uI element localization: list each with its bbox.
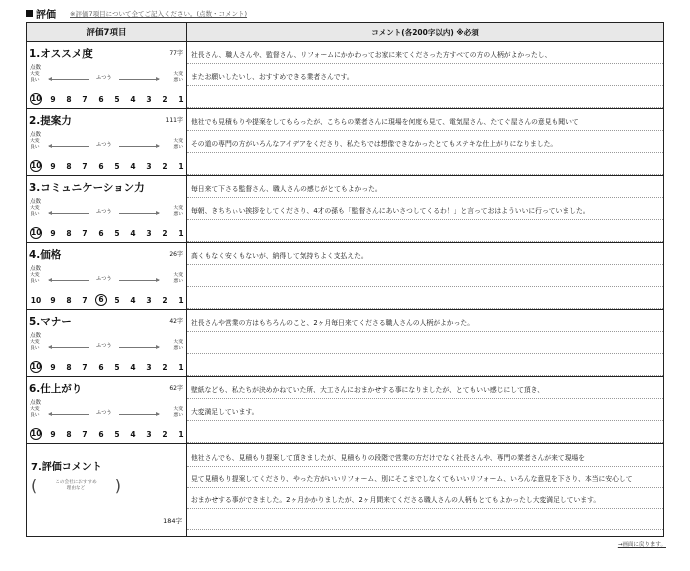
- comment-line: [187, 153, 663, 175]
- score-option[interactable]: 8: [66, 430, 72, 439]
- comment-line: [187, 488, 663, 509]
- open-paren-icon: (: [31, 476, 38, 495]
- scale-bad-label: 大変 悪い: [173, 72, 183, 83]
- arrow-left-icon: [49, 146, 89, 147]
- comment-text: その道の専門の方がいろんなアイデアをくださり、私たちでは想像できなかったとてもステキな仕上がりになりました。: [191, 140, 558, 148]
- scale-good-label: 大変 良い: [30, 206, 40, 217]
- score-option[interactable]: 2: [162, 229, 168, 238]
- comment-line: [187, 109, 663, 131]
- scale-legend: [27, 139, 186, 155]
- score-option[interactable]: 3: [146, 363, 152, 372]
- comment-line: [187, 287, 663, 309]
- section-note: ※評価7項目について全てご記入ください。(点数・コメント): [70, 9, 248, 18]
- criteria-name: 4.価格: [29, 249, 62, 261]
- score-option[interactable]: 7: [82, 229, 88, 238]
- evaluation-table: [26, 22, 664, 537]
- score-selected[interactable]: 10: [31, 94, 42, 103]
- criteria-row: [27, 310, 663, 377]
- arrow-left-icon: [49, 347, 89, 348]
- score-option[interactable]: 6: [98, 229, 104, 238]
- score-option[interactable]: 7: [82, 95, 88, 104]
- criteria-left-cell: [27, 377, 187, 443]
- comment-text: 社長さん、職人さんや、監督さん、リフォームにかかわってお家に来てくださった方すべての方の人柄がよかったし、: [191, 51, 552, 59]
- score-option[interactable]: 7: [82, 363, 88, 372]
- comment-text: 社長さんや営業の方はもちろんのこと、2ヶ月毎日来てくださる職人さんの人柄がよかった。: [191, 319, 474, 327]
- scale-middle-label: ふつう: [96, 209, 112, 215]
- arrow-right-icon: [119, 347, 159, 348]
- arrow-left-icon: [49, 414, 89, 415]
- overall-hint-text: この会社におすすめ 理由など: [55, 480, 97, 491]
- scale-bad-label: 大変 悪い: [173, 139, 183, 150]
- score-option[interactable]: 8: [66, 162, 72, 171]
- score-option[interactable]: 6: [98, 363, 104, 372]
- comment-line: [187, 354, 663, 376]
- comment-line: [187, 220, 663, 242]
- comment-line: [187, 176, 663, 198]
- score-option[interactable]: 1: [178, 430, 184, 439]
- scale-bad-label: 大変 悪い: [173, 273, 183, 284]
- score-option[interactable]: 8: [66, 363, 72, 372]
- comment-text: 大変満足しています。: [191, 408, 259, 416]
- comment-text: 他社さんでも、見積もり提案して頂きましたが、見積もりの段階で営業の方だけでなく社長さんや、専門の業者さんが来て現場を: [191, 454, 586, 462]
- comment-line: [187, 243, 663, 265]
- score-option[interactable]: 9: [50, 229, 56, 238]
- section-header: [26, 6, 247, 20]
- close-paren-icon: ): [114, 476, 121, 495]
- score-option[interactable]: 8: [66, 229, 72, 238]
- scale-middle-label: ふつう: [96, 75, 112, 81]
- score-option[interactable]: 4: [130, 162, 136, 171]
- scale-legend: [27, 273, 186, 289]
- score-label: 点数: [30, 132, 42, 138]
- score-scale: [28, 362, 185, 373]
- score-label: 点数: [30, 266, 42, 272]
- header-criteria: 評価7項目: [27, 23, 187, 41]
- score-option[interactable]: 4: [130, 229, 136, 238]
- criteria-row: [27, 243, 663, 310]
- overall-comment-cell: [187, 444, 663, 537]
- score-option[interactable]: 2: [162, 363, 168, 372]
- char-count: 42字: [169, 318, 183, 325]
- comment-cell: [187, 377, 663, 443]
- scale-good-label: 大変 良い: [30, 139, 40, 150]
- comment-line: [187, 377, 663, 399]
- criteria-name: 3.コミュニケーション力: [29, 182, 145, 194]
- score-option[interactable]: 3: [146, 162, 152, 171]
- score-option[interactable]: 9: [50, 95, 56, 104]
- criteria-left-cell: [27, 109, 187, 175]
- comment-line: [187, 399, 663, 421]
- header-comment: コメント(各200字以内) ※必須: [371, 27, 479, 37]
- scale-good-label: 大変 良い: [30, 72, 40, 83]
- scale-good-label: 大変 良い: [30, 340, 40, 351]
- overall-hint: [31, 476, 121, 496]
- comment-cell: [187, 243, 663, 309]
- score-option[interactable]: 2: [162, 95, 168, 104]
- comment-text: 壁紙なども、私たちが決めかねていた所、大工さんにおまかせする事になりましたが、とてもいい感じにして頂き、: [191, 386, 544, 394]
- score-option[interactable]: 2: [162, 430, 168, 439]
- score-label: 点数: [30, 199, 42, 205]
- score-option[interactable]: 4: [130, 363, 136, 372]
- arrow-left-icon: [49, 213, 89, 214]
- score-option[interactable]: 4: [130, 296, 136, 305]
- char-count: 62字: [169, 385, 183, 392]
- score-option[interactable]: 9: [50, 363, 56, 372]
- criteria-row: [27, 42, 663, 109]
- scale-middle-label: ふつう: [96, 142, 112, 148]
- score-option[interactable]: 2: [162, 162, 168, 171]
- criteria-name: 5.マナー: [29, 316, 72, 328]
- score-option[interactable]: 1: [178, 95, 184, 104]
- comment-text: 見て見積もり提案してくださり、やった方がいいリフォーム、別にそこまでしなくてもいいリフォーム、いろんな意見を下さり、本当に安心して: [191, 475, 633, 483]
- score-option[interactable]: 8: [66, 296, 72, 305]
- score-option[interactable]: 5: [114, 229, 120, 238]
- comment-line: [187, 64, 663, 86]
- scale-middle-label: ふつう: [96, 410, 112, 416]
- scale-legend: [27, 72, 186, 88]
- scale-middle-label: ふつう: [96, 276, 112, 282]
- score-selected[interactable]: 10: [31, 429, 42, 438]
- arrow-right-icon: [119, 280, 159, 281]
- comment-text: 毎日来て下さる監督さん、職人さんの感じがとてもよかった。: [191, 185, 382, 193]
- comment-line: [187, 467, 663, 488]
- scale-bad-label: 大変 悪い: [173, 407, 183, 418]
- criteria-rows: [27, 42, 663, 444]
- comment-text: 毎朝、きちちぃい挨拶をしてくださり、4才の孫も「監督さんにあいさつしてくるわ！」と言っておはよういいに行っていました。: [191, 207, 590, 215]
- arrow-left-icon: [49, 280, 89, 281]
- comment-text: 高くもなく安くもないが、納得して気持ちよく支払えた。: [191, 252, 368, 260]
- criteria-left-cell: [27, 243, 187, 309]
- score-scale: [28, 295, 185, 306]
- score-option[interactable]: 1: [178, 229, 184, 238]
- overall-char-count: 184字: [163, 517, 182, 525]
- overall-comment-row: [27, 444, 663, 537]
- criteria-left-cell: [27, 42, 187, 108]
- score-selected[interactable]: 10: [31, 161, 42, 170]
- comment-line: [187, 509, 663, 530]
- score-option[interactable]: 5: [114, 430, 120, 439]
- scale-bad-label: 大変 悪い: [173, 340, 183, 351]
- score-option[interactable]: 4: [130, 95, 136, 104]
- score-option[interactable]: 3: [146, 430, 152, 439]
- score-option[interactable]: 1: [178, 363, 184, 372]
- comment-line: [187, 198, 663, 220]
- arrow-right-icon: [119, 146, 159, 147]
- score-option[interactable]: 6: [98, 95, 104, 104]
- arrow-right-icon: [119, 79, 159, 80]
- scale-middle-label: ふつう: [96, 343, 112, 349]
- comment-text: 他社でも見積もりや提案をしてもらったが、こちらの業者さんに現場を何度も見て、電気屋さん、たてぐ屋さんの意見も聞いて: [191, 118, 579, 126]
- criteria-name: 6.仕上がり: [29, 383, 83, 395]
- arrow-right-icon: [119, 414, 159, 415]
- comment-cell: [187, 42, 663, 108]
- score-option[interactable]: 3: [146, 95, 152, 104]
- comment-cell: [187, 109, 663, 175]
- overall-left-cell: [27, 444, 187, 537]
- comment-line: [187, 332, 663, 354]
- comment-line: [187, 265, 663, 287]
- overall-title: 7.評価コメント: [31, 462, 102, 473]
- score-selected[interactable]: 6: [95, 294, 107, 306]
- scale-legend: [27, 407, 186, 423]
- section-title: 評価: [36, 9, 56, 21]
- comment-line: [187, 421, 663, 443]
- score-option[interactable]: 7: [82, 162, 88, 171]
- score-selected[interactable]: 10: [31, 228, 42, 237]
- arrow-left-icon: [49, 79, 89, 80]
- score-option[interactable]: 10: [30, 296, 42, 305]
- score-label: 点数: [30, 333, 42, 339]
- arrow-right-icon: [119, 213, 159, 214]
- score-option[interactable]: 5: [114, 363, 120, 372]
- comment-line: [187, 446, 663, 467]
- score-option[interactable]: 3: [146, 296, 152, 305]
- section-bullet-icon: [26, 10, 33, 17]
- criteria-row: [27, 109, 663, 176]
- score-option[interactable]: 6: [98, 162, 104, 171]
- comment-line: [187, 131, 663, 153]
- comment-line: [187, 86, 663, 108]
- score-scale: [28, 94, 185, 105]
- comment-text: またお願いしたいし、おすすめできる業者さんです。: [191, 73, 354, 81]
- score-option[interactable]: 4: [130, 430, 136, 439]
- scale-good-label: 大変 良い: [30, 407, 40, 418]
- criteria-name: 2.提案力: [29, 115, 72, 127]
- back-link[interactable]: →画面に戻ります。: [617, 542, 666, 548]
- score-option[interactable]: 8: [66, 95, 72, 104]
- table-header: [27, 23, 663, 42]
- score-scale: [28, 429, 185, 440]
- comment-line: [187, 310, 663, 332]
- score-option[interactable]: 2: [162, 296, 168, 305]
- score-label: 点数: [30, 65, 42, 71]
- scale-legend: [27, 340, 186, 356]
- criteria-row: [27, 176, 663, 243]
- scale-good-label: 大変 良い: [30, 273, 40, 284]
- criteria-left-cell: [27, 310, 187, 376]
- score-option[interactable]: 3: [146, 229, 152, 238]
- score-option[interactable]: 7: [82, 430, 88, 439]
- comment-cell: [187, 310, 663, 376]
- scale-legend: [27, 206, 186, 222]
- comment-cell: [187, 176, 663, 242]
- score-option[interactable]: 9: [50, 162, 56, 171]
- score-option[interactable]: 7: [82, 296, 88, 305]
- scale-bad-label: 大変 悪い: [173, 206, 183, 217]
- criteria-name: 1.オススメ度: [29, 48, 93, 60]
- score-option[interactable]: 6: [98, 430, 104, 439]
- score-option[interactable]: 5: [114, 95, 120, 104]
- char-count: 77字: [169, 50, 183, 57]
- score-option[interactable]: 1: [178, 296, 184, 305]
- char-count: 111字: [165, 117, 183, 124]
- score-option[interactable]: 5: [114, 162, 120, 171]
- char-count: 26字: [169, 251, 183, 258]
- score-scale: [28, 161, 185, 172]
- score-selected[interactable]: 10: [31, 362, 42, 371]
- comment-text: おまかせする事ができました。2ヶ月かかりましたが、2ヶ月間来てくださる職人さんの人柄もとてもよかったし大変満足しています。: [191, 496, 601, 504]
- criteria-left-cell: [27, 176, 187, 242]
- comment-line: [187, 42, 663, 64]
- score-option[interactable]: 5: [114, 296, 120, 305]
- score-label: 点数: [30, 400, 42, 406]
- score-option[interactable]: 9: [50, 430, 56, 439]
- criteria-row: [27, 377, 663, 444]
- score-option[interactable]: 1: [178, 162, 184, 171]
- score-option[interactable]: 9: [50, 296, 56, 305]
- score-scale: [28, 228, 185, 239]
